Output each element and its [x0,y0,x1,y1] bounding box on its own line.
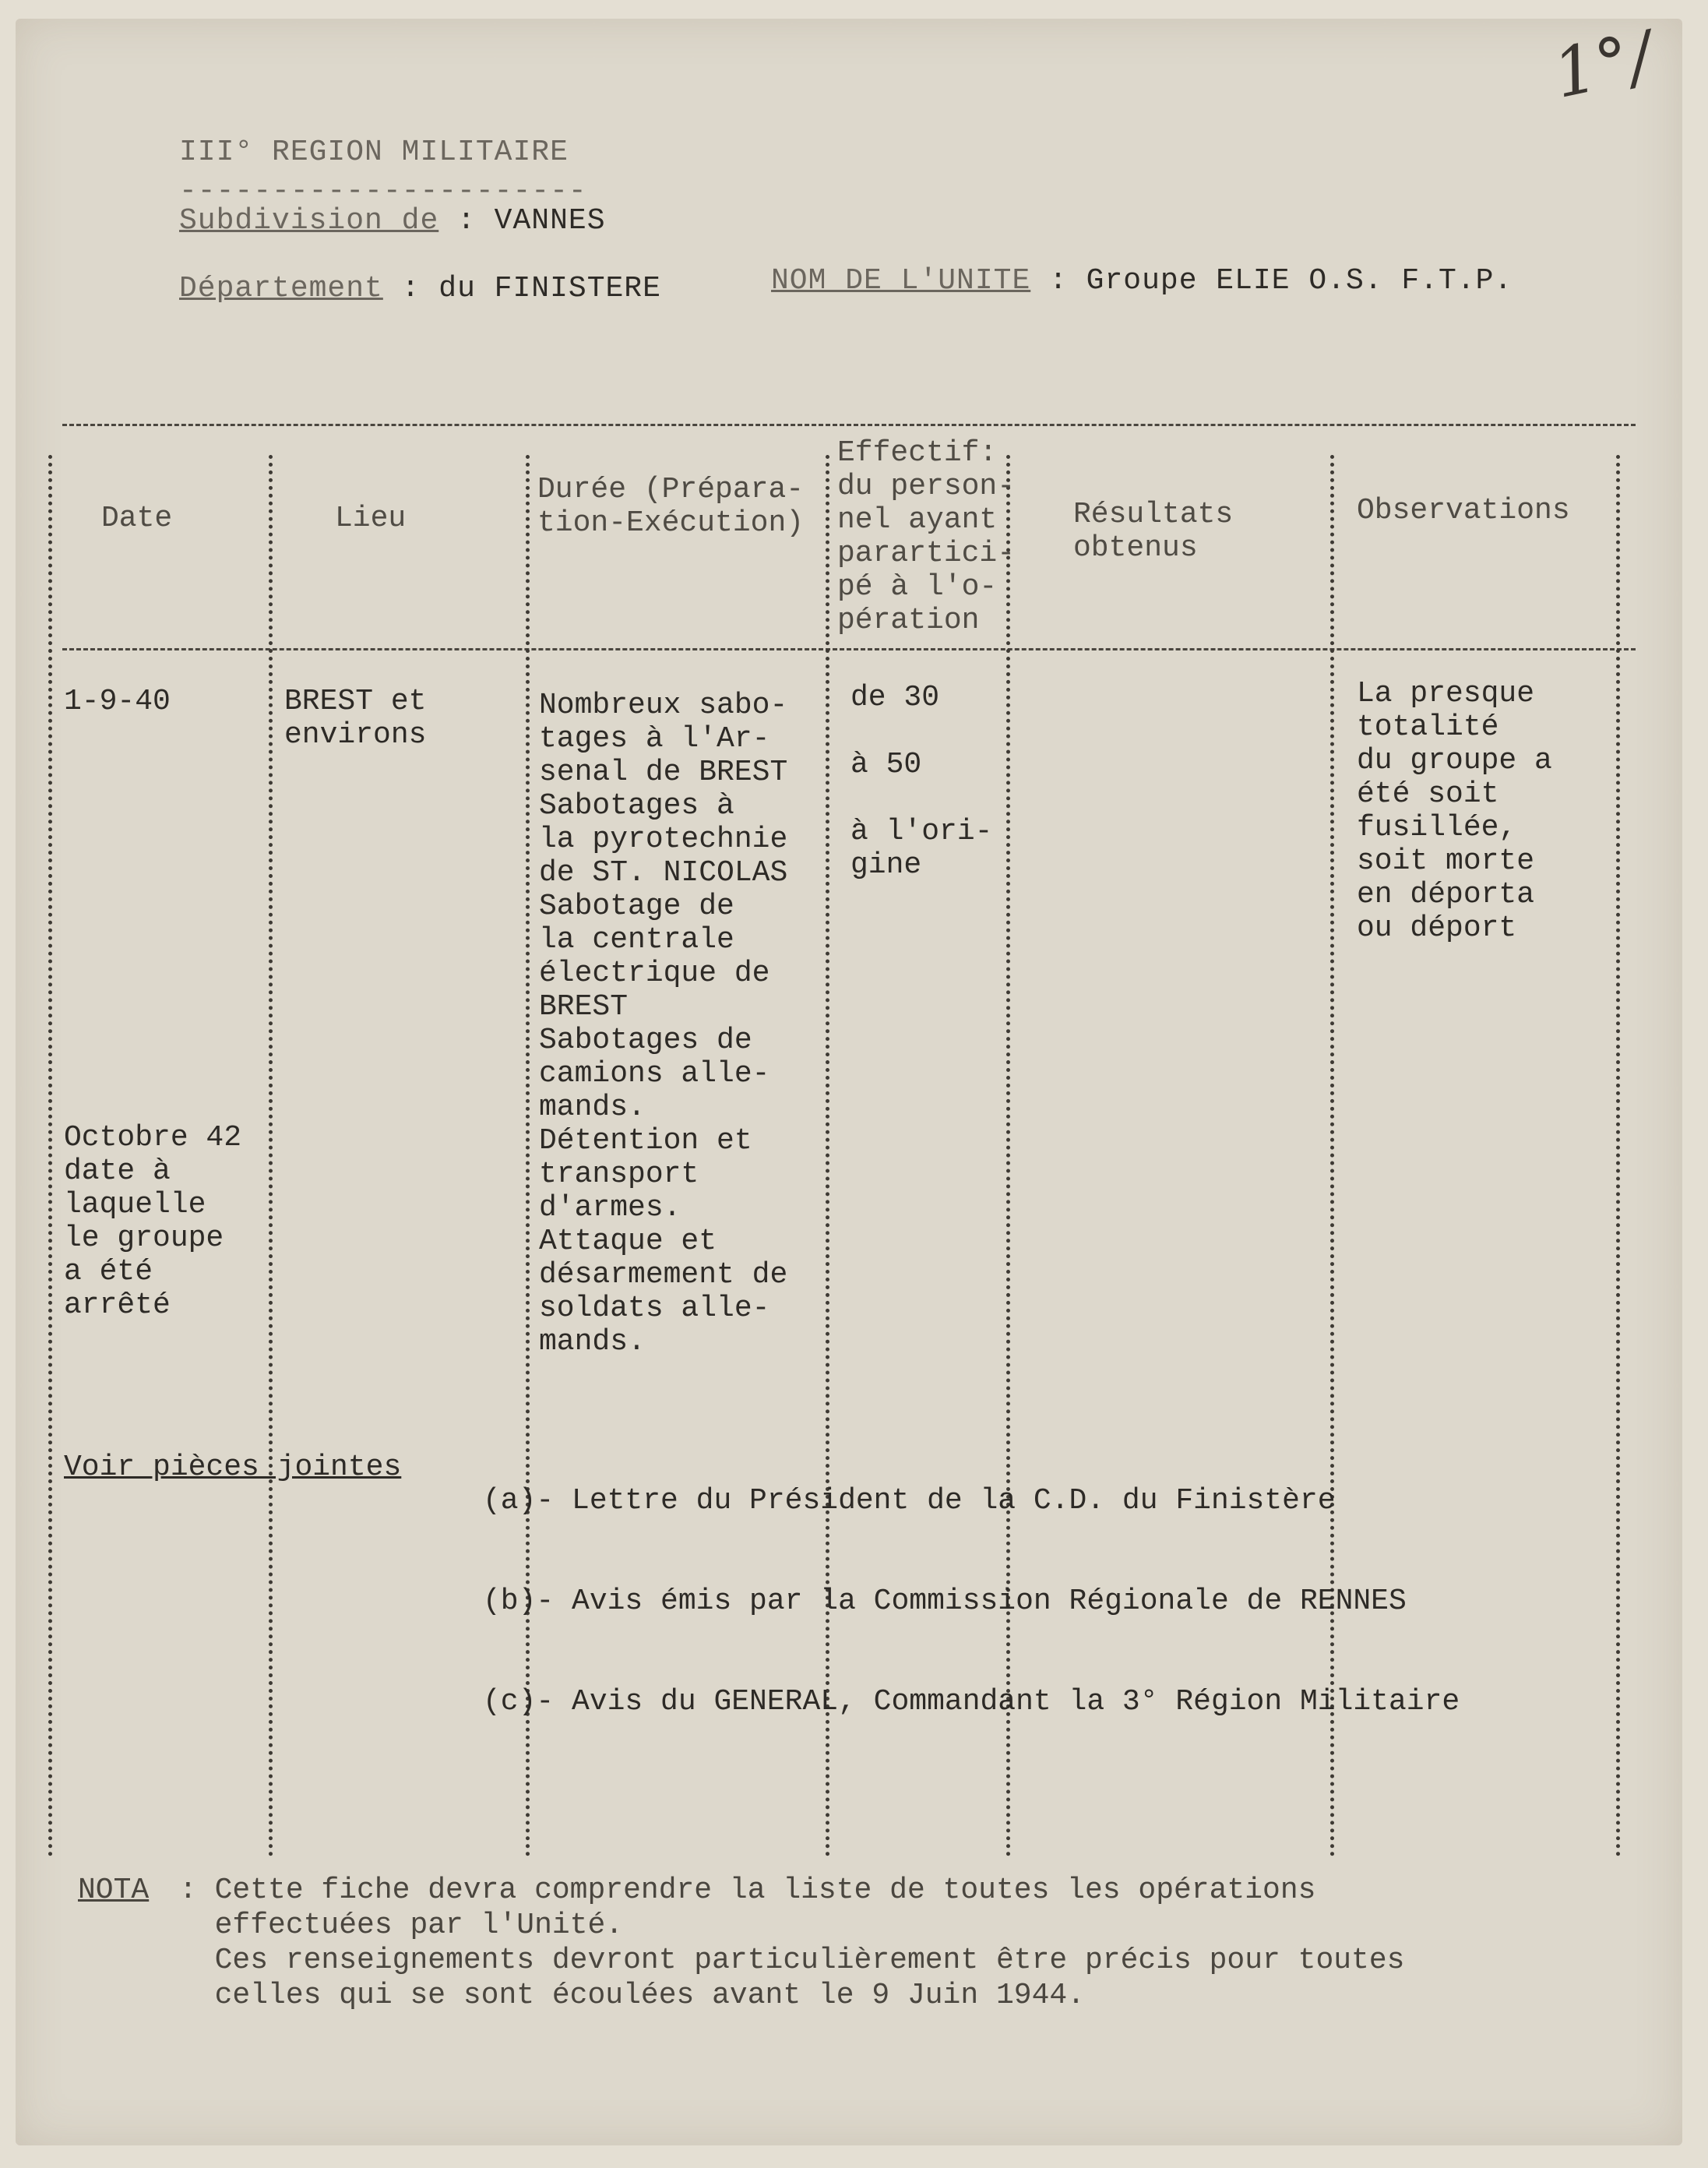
subdivision-value: : VANNES [457,204,606,238]
corner-annotation: 1°/ [1546,16,1660,115]
nota-label: NOTA [78,1874,150,1907]
departement-label: Département [179,272,383,305]
cell-date-start: 1-9-40 [64,685,171,718]
column-header-observations: Observations [1357,494,1570,527]
column-separator [48,455,52,1857]
departement-line [179,272,661,305]
attachment-item-a: (a)- Lettre du Président de la C.D. du Finistère [483,1484,1336,1518]
column-separator [269,455,273,1857]
column-header-lieu: Lieu [335,502,407,535]
column-header-effectif: Effectif: du person- nel ayant parartici- pé à l'o- pération [837,436,1016,637]
table-header-rule [62,648,1636,650]
table-top-rule [62,424,1636,426]
unit-value: : Groupe ELIE O.S. F.T.P. [1049,264,1513,298]
document-sheet [16,16,1682,2145]
cell-date-end: Octobre 42 date à laquelle le groupe a été arrêté [64,1121,242,1322]
cell-lieu: BREST et environs [284,685,427,752]
cell-effectif: de 30 à 50 à l'ori- gine [850,681,993,882]
unit-line [771,264,1513,298]
unit-label: NOM DE L'UNITE [771,264,1031,298]
region-underline: ---------------------- [179,174,587,208]
attachment-item-c: (c)- Avis du GENERAL, Commandant la 3° Région Militaire [483,1685,1460,1719]
subdivision-label: Subdivision de [179,204,439,238]
region-title: III° REGION MILITAIRE [179,136,569,169]
subdivision-line [179,204,606,238]
nota-text: : Cette fiche devra comprendre la liste de toutes les opérations effectuées par l'Unité. Ces renseignements devront particulièrement être précis pour toutes celles qui se sont écoulées avant le 9 Juin 1944. [179,1874,1405,2012]
attachment-item-b: (b)- Avis émis par la Commission Régionale de RENNES [483,1585,1407,1618]
attachments-list [483,1417,1460,1786]
column-header-date: Date [101,502,173,535]
column-separator [1616,455,1620,1857]
cell-observations: La presque totalité du groupe a été soit fusillée, soit morte en déporta ou déport [1357,677,1552,945]
column-header-duree: Durée (Prépara- tion-Exécution) [537,473,805,540]
attachments-label: Voir pièces jointes [64,1451,402,1484]
departement-value: : du FINISTERE [401,272,661,305]
column-header-resultats: Résultats obtenus [1073,498,1234,565]
cell-duree: Nombreux sabo- tages à l'Ar- senal de BREST Sabotages à la pyrotechnie de ST. NICOLAS Sabotage de la centrale électrique de BREST Sabotages de camions alle- mands. Détention et transport d'armes. Attaque et désarmement de soldats alle- mands. [539,689,788,1359]
